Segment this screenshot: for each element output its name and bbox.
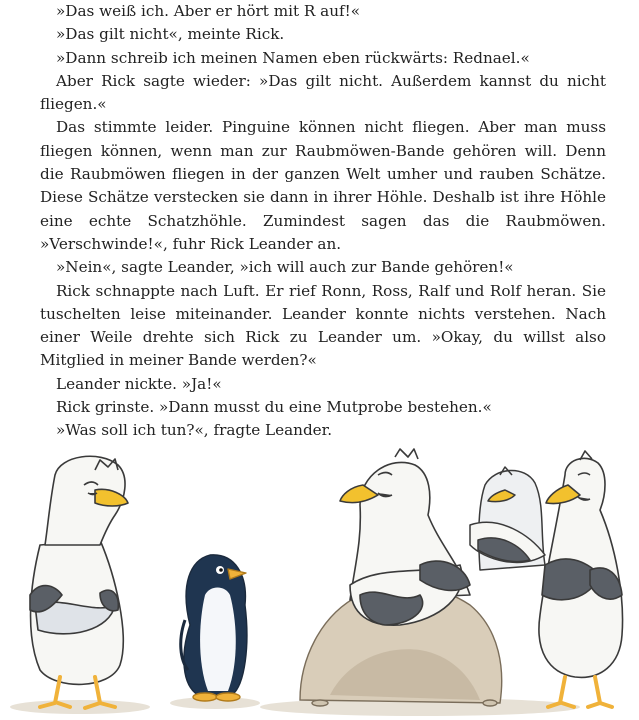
penguin-leander bbox=[181, 555, 247, 701]
paragraph: »Dann schreib ich meinen Namen eben rückwärts: Rednael.« bbox=[56, 48, 530, 67]
story-text bbox=[40, 0, 606, 443]
back-seagull bbox=[470, 467, 545, 570]
paragraph: »Was soll ich tun?«, fragte Leander. bbox=[56, 421, 333, 440]
ground-shadow bbox=[10, 700, 150, 714]
illustration-seagulls-penguin bbox=[0, 445, 639, 720]
paragraph: Rick schnappte nach Luft. Er rief Ronn, Ross, Ralf und Rolf heran. Sie tuschelten leise miteinander. Leander konnte nichts verstehen. Nach einer Weile drehte sich Rick zu Leander um. »Okay, du willst also Mitglied in meiner Bande werden?« bbox=[40, 281, 606, 370]
paragraph: »Das gilt nicht«, meinte Rick. bbox=[56, 25, 285, 44]
paragraph: »Nein«, sagte Leander, »ich will auch zur Bande gehören!« bbox=[56, 258, 514, 277]
paragraph: Leander nickte. »Ja!« bbox=[56, 374, 222, 393]
left-seagull bbox=[30, 456, 128, 708]
center-seagull-rick bbox=[340, 449, 470, 625]
paragraph: »Das weiß ich. Aber er hört mit R auf!« bbox=[56, 2, 361, 20]
right-seagull bbox=[539, 451, 623, 707]
paragraph: Das stimmte leider. Pinguine können nicht fliegen. Aber man muss fliegen können, wenn man zur Raubmöwen-Bande gehören will. Denn die Raubmöwen fliegen in der ganzen Welt umher und rauben Schätze. Diese Schätze verstecken sie dann in ihrer Höhle. Deshalb ist ihre Höhle eine echte Schatzhöhle. Zumindest sagen das die Raubmöwen. »Verschwinde!«, fuhr Rick Leander an. bbox=[40, 118, 606, 253]
paragraph: Aber Rick sagte wieder: »Das gilt nicht. Außerdem kannst du nicht fliegen.« bbox=[40, 71, 606, 114]
paragraph: Rick grinste. »Dann musst du eine Mutprobe bestehen.« bbox=[56, 398, 492, 417]
